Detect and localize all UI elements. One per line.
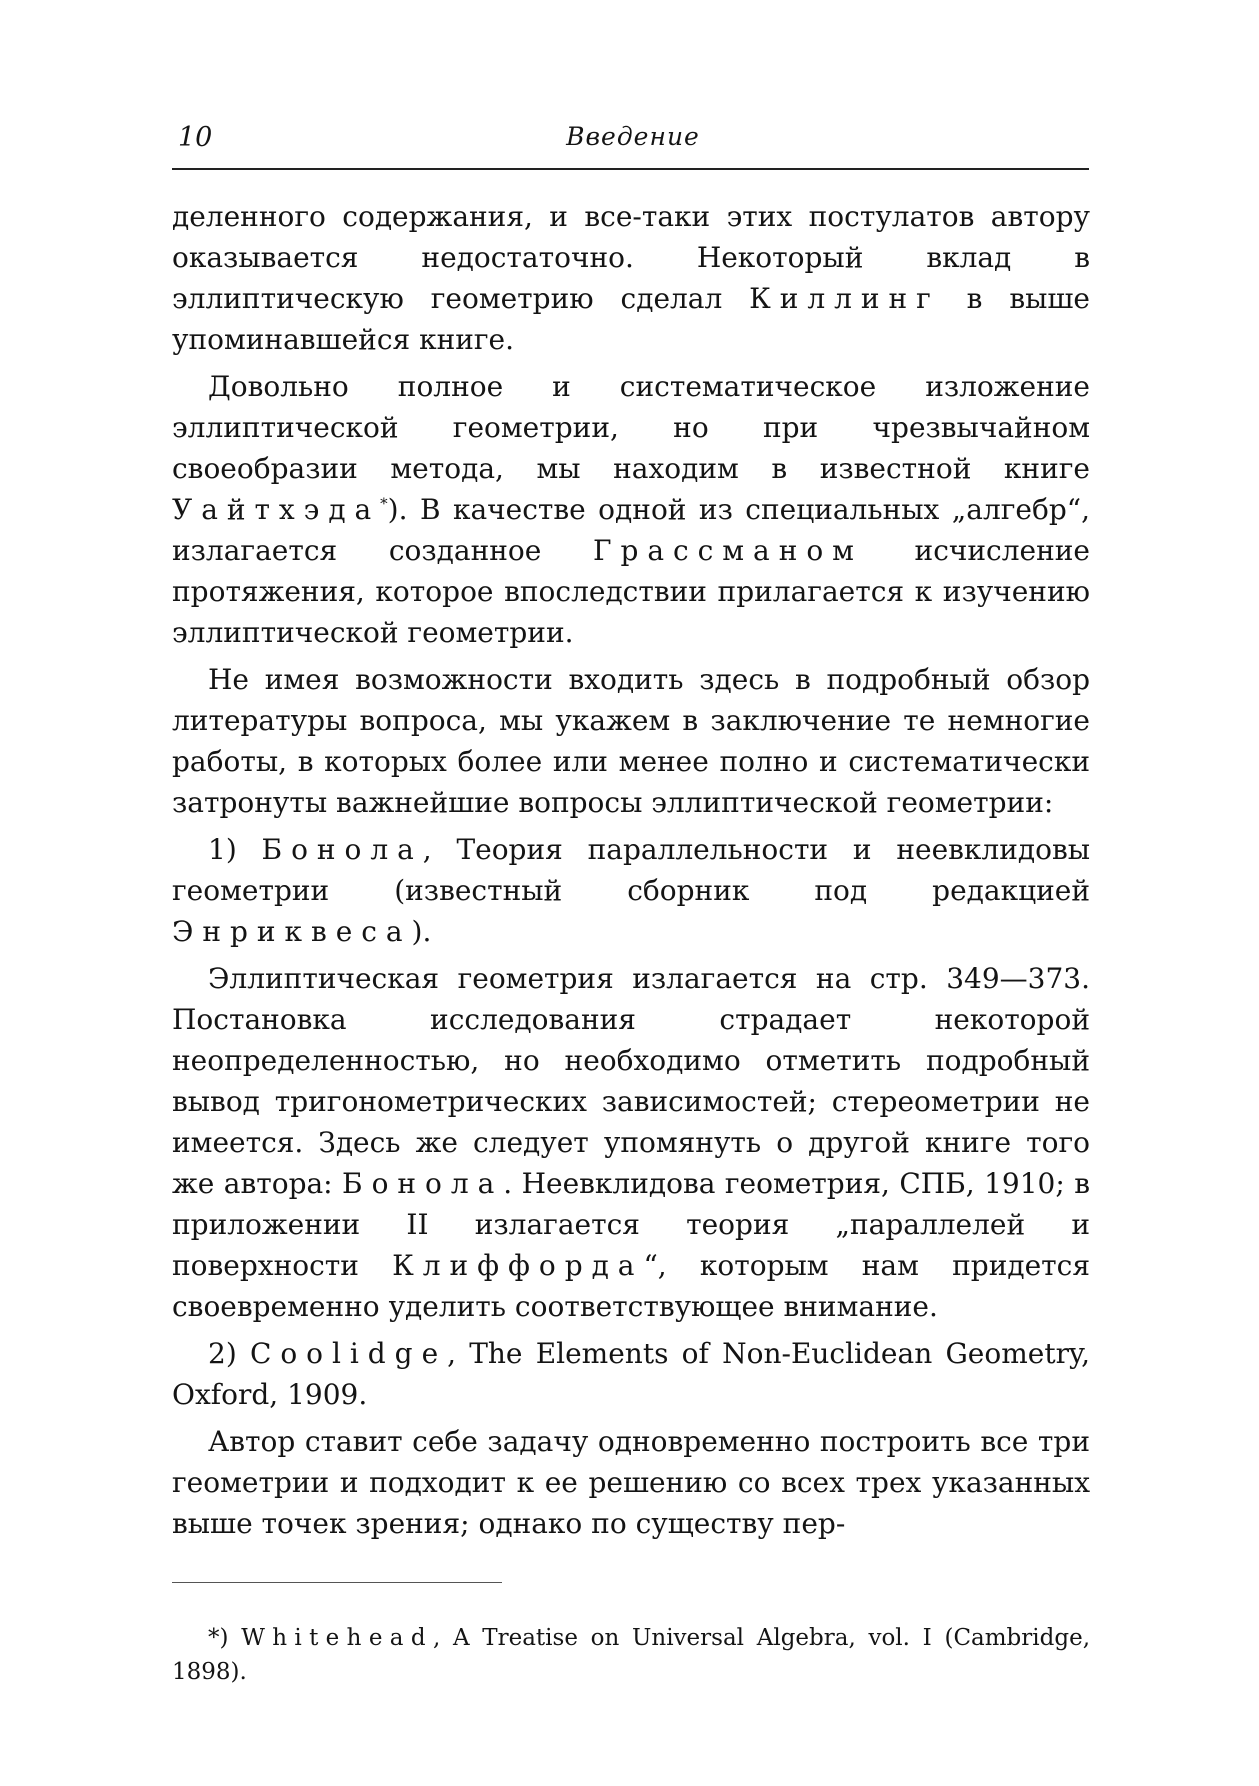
text-run: , A Treatise on Universal Algebra, vol. I (Cambridge, 1898). xyxy=(172,1625,1091,1685)
text-run: ). xyxy=(411,915,432,948)
spaced-name: Энриквеса xyxy=(172,915,412,948)
footnote xyxy=(172,1621,1090,1689)
text-run: ). В качестве одной из специальных „алгебр“, излагается созданное xyxy=(172,493,1090,567)
spaced-name: Киллинг xyxy=(749,282,940,315)
footnote-marker: * xyxy=(380,494,388,513)
text-run: Автор ставит себе задачу одновременно построить все три геометрии и подходит к ее решению со всех трех указанных выше точек зрения; однако по существу пер- xyxy=(172,1425,1090,1540)
paragraph xyxy=(172,958,1090,1327)
text-run: 1) xyxy=(208,833,262,866)
paragraph xyxy=(172,829,1090,952)
spaced-name: Уайтхэда xyxy=(172,493,381,526)
text-run: Не имея возможности входить здесь в подробный обзор литературы вопроса, мы укажем в заключение те немногие работы, в которых более или менее полно и систематически затронуты важнейшие вопросы эллиптической геометрии: xyxy=(172,663,1090,819)
spaced-name: Грассманом xyxy=(592,534,863,567)
header-rule xyxy=(172,168,1089,170)
text-run: *) xyxy=(208,1625,242,1651)
paragraph xyxy=(172,1421,1090,1544)
spaced-name: Бонола xyxy=(261,833,423,866)
body-text xyxy=(172,196,1090,1544)
paragraph xyxy=(172,659,1090,823)
paragraph xyxy=(172,1333,1090,1415)
spaced-name: Coolidge xyxy=(249,1337,448,1370)
page-number: 10 xyxy=(178,122,213,153)
page-header xyxy=(178,122,1088,162)
spaced-name: Клиффорда xyxy=(392,1249,644,1282)
text-run: , The Elements of Non-Euclidean Geometry, Oxford, 1909. xyxy=(172,1337,1090,1411)
paragraph xyxy=(172,366,1090,653)
spaced-name: Whitehead xyxy=(241,1625,433,1651)
text-run: , Теория параллельности и неевклидовы геометрии (известный сборник под редакцией xyxy=(172,833,1091,907)
text-run: . Неевклидова геометрия, СПБ, 1910; в приложении II излагается теория „параллелей и поверхности xyxy=(172,1167,1090,1282)
text-run: 2) xyxy=(208,1337,250,1370)
text-run: деленного содержания, и все-таки этих постулатов автору оказывается недостаточно. Некоторый вклад в эллиптическую геометрию сделал xyxy=(172,200,1090,315)
text-run: Эллиптическая геометрия излагается на стр. 349—373. Постановка исследования страдает некоторой неопределенностью, но необходимо отметить подробный вывод тригонометрических зависимостей; стереометрии не имеется. Здесь же следует упомянуть о другой книге того же автора: xyxy=(172,962,1090,1200)
text-run: “, которым нам придется своевременно уделить соответствующее внимание. xyxy=(172,1249,1091,1323)
text-run: в выше упоминавшейся книге. xyxy=(172,282,1090,356)
spaced-name: Бонола xyxy=(342,1167,504,1200)
text-run: исчисление протяжения, которое впоследствии прилагается к изучению эллиптической геометрии. xyxy=(172,534,1090,649)
text-run: Довольно полное и систематическое изложение эллиптической геометрии, но при чрезвычайном своеобразии метода, мы находим в известной книге xyxy=(172,370,1090,485)
paragraph xyxy=(172,196,1090,360)
footnote-rule xyxy=(172,1582,502,1583)
running-title: Введение xyxy=(566,122,700,151)
